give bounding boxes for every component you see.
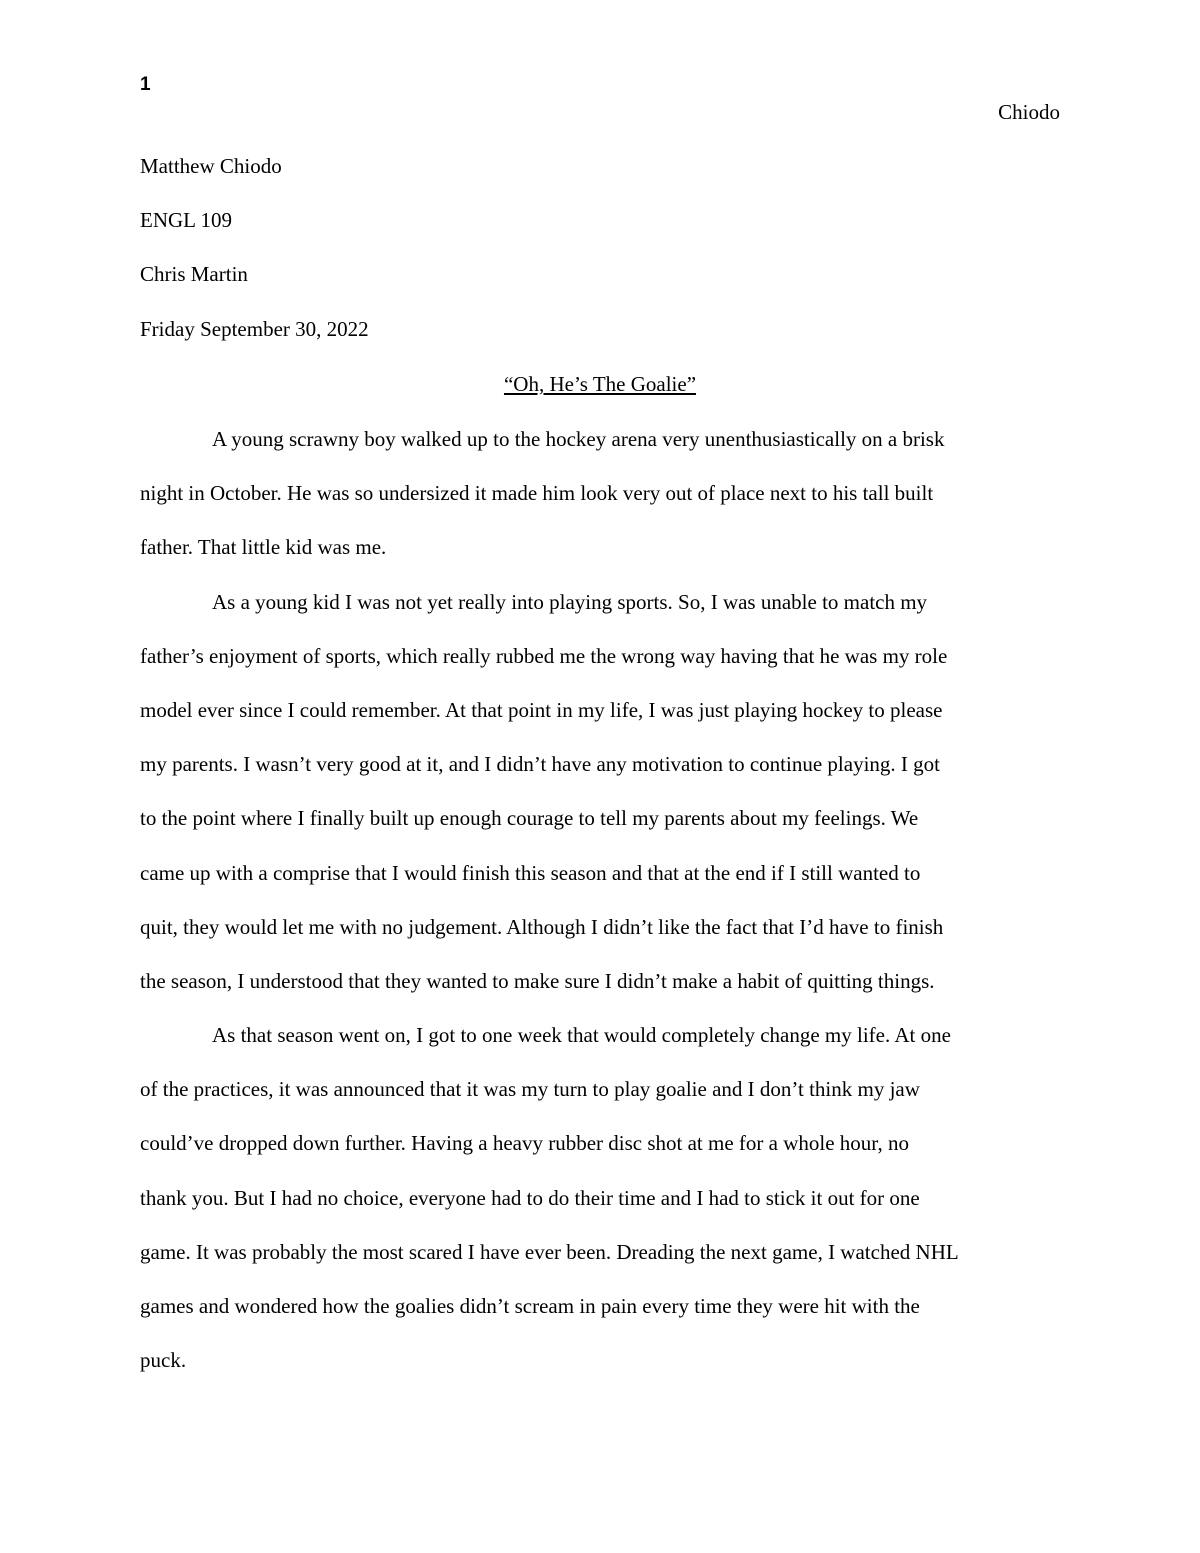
body-line: my parents. I wasn’t very good at it, and I didn’t have any motivation to continue playing. I got — [140, 752, 940, 777]
body-line: night in October. He was so undersized it made him look very out of place next to his tall built — [140, 481, 934, 506]
body-line: of the practices, it was announced that it was my turn to play goalie and I don’t think my jaw — [140, 1077, 920, 1102]
essay-title — [140, 371, 1060, 398]
body-line: father’s enjoyment of sports, which really rubbed me the wrong way having that he was my role — [140, 643, 948, 668]
body-line: to the point where I finally built up enough courage to tell my parents about my feelings. We — [140, 806, 919, 831]
running-head: Chiodo — [998, 100, 1060, 124]
essay-body — [140, 412, 1060, 1387]
page-number: 1 — [140, 74, 151, 95]
body-line: game. It was probably the most scared I have ever been. Dreading the next game, I watched NHL — [140, 1239, 959, 1264]
author-name: Matthew Chiodo — [140, 154, 282, 178]
body-line: model ever since I could remember. At that point in my life, I was just playing hockey to please — [140, 697, 943, 722]
course-name: ENGL 109 — [140, 208, 232, 233]
body-line: father. That little kid was me. — [140, 535, 387, 560]
body-line: came up with a comprise that I would finish this season and that at the end if I still wanted to — [140, 860, 921, 885]
body-line: A young scrawny boy walked up to the hockey arena very unenthusiastically on a brisk — [212, 427, 945, 451]
essay-date: Friday September 30, 2022 — [140, 316, 369, 341]
instructor-name: Chris Martin — [140, 262, 248, 287]
essay-title-text: “Oh, He’s The Goalie” — [503, 372, 697, 396]
body-line: thank you. But I had no choice, everyone had to do their time and I had to stick it out for one — [140, 1185, 920, 1210]
mla-heading — [140, 153, 1060, 370]
body-line: As that season went on, I got to one week that would completely change my life. At one — [212, 1023, 951, 1048]
body-line: games and wondered how the goalies didn’t scream in pain every time they were hit with the — [140, 1294, 920, 1318]
body-line: As a young kid I was not yet really into playing sports. So, I was unable to match my — [212, 589, 928, 614]
body-line: quit, they would let me with no judgement. Although I didn’t like the fact that I’d have to finish — [140, 914, 944, 939]
body-line: could’ve dropped down further. Having a heavy rubber disc shot at me for a whole hour, no — [140, 1131, 909, 1156]
body-line: the season, I understood that they wanted to make sure I didn’t make a habit of quitting things. — [140, 968, 935, 993]
body-line: puck. — [140, 1348, 187, 1373]
